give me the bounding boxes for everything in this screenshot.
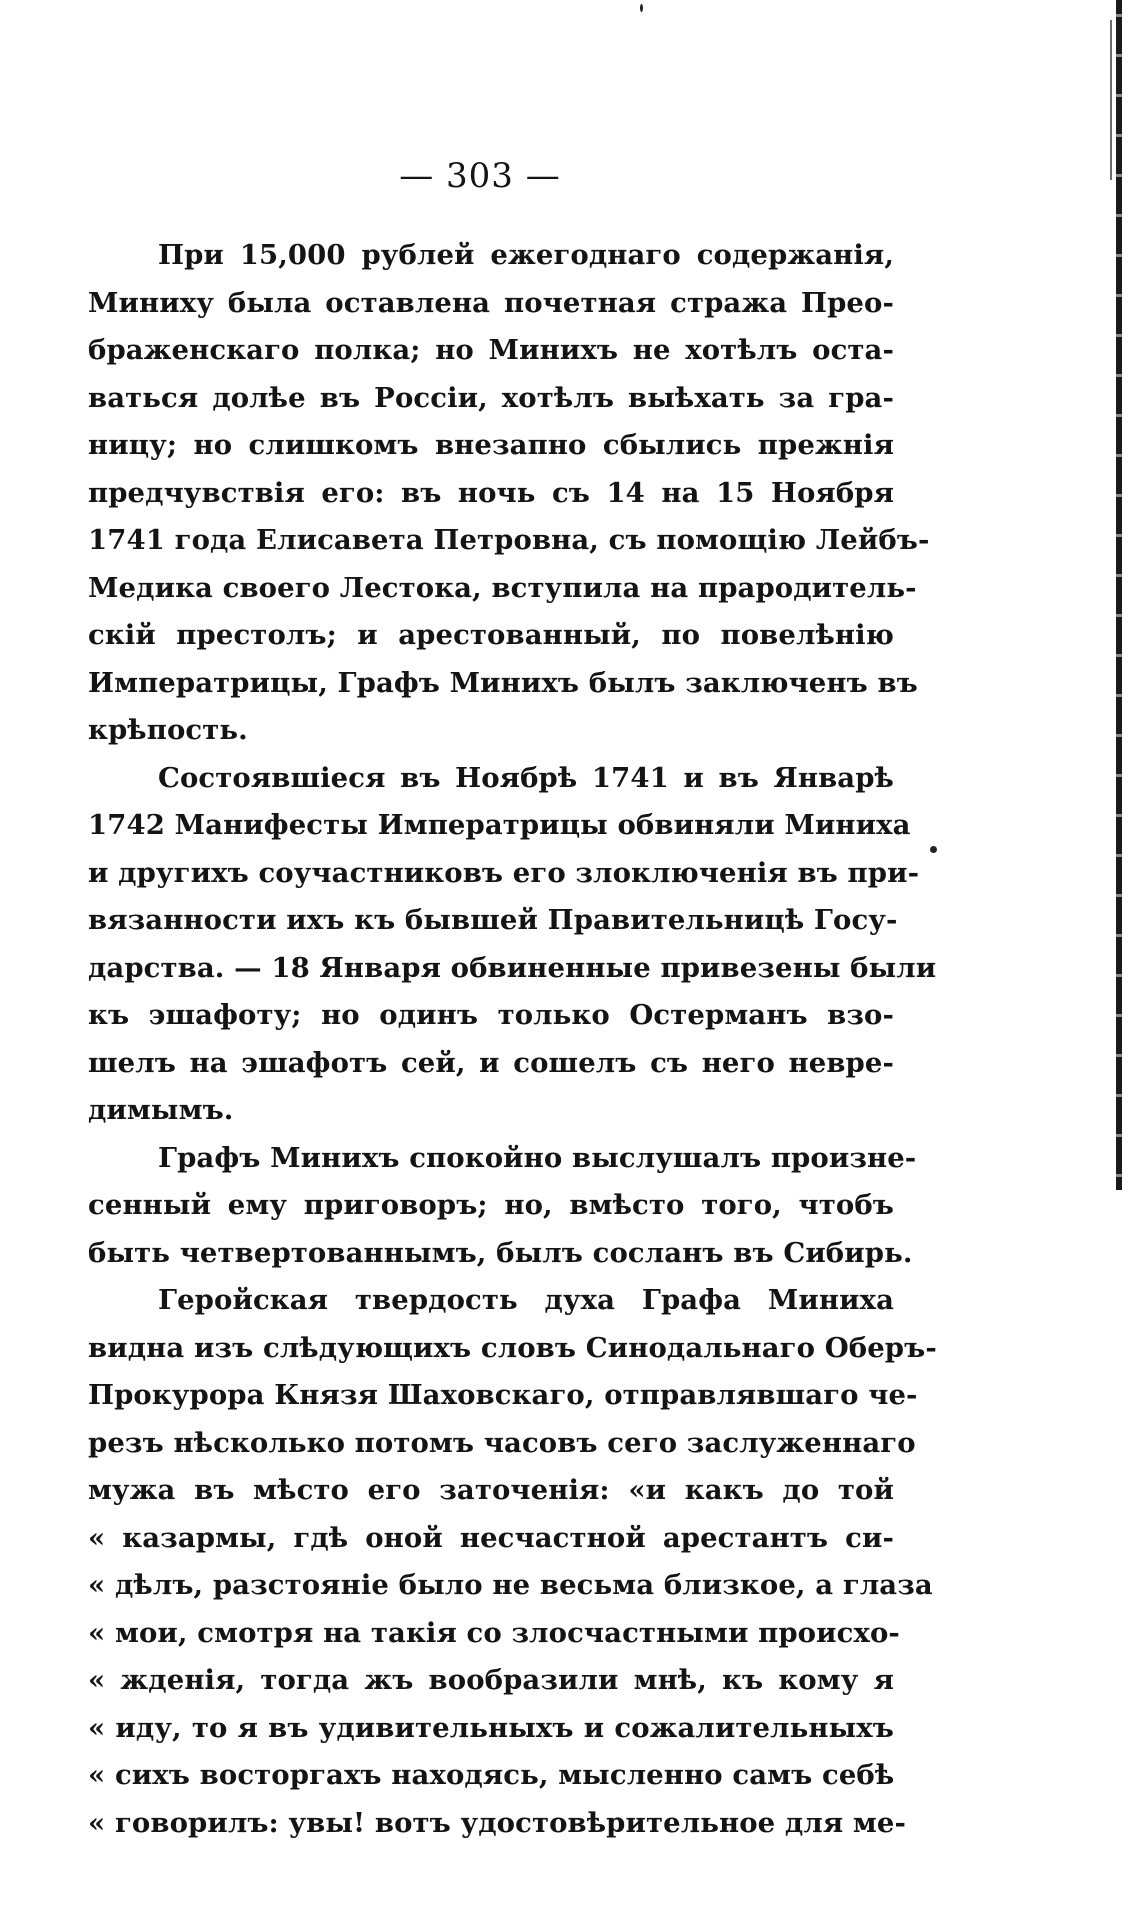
text-line: скій престолъ; и арестованный, по повелѣнію (88, 619, 894, 651)
text-line: Медика своего Лестока, вступила на прародитель- (88, 571, 917, 604)
text-line: предчувствія его: въ ночь съ 14 на 15 Ноября (88, 476, 894, 509)
scan-speck (930, 846, 937, 853)
text-line: вязанности ихъ къ бывшей Правительницѣ Госу- (88, 904, 898, 936)
text-line: резъ нѣсколько потомъ часовъ сего заслуженнаго (88, 1426, 916, 1459)
text-line: и другихъ соучастниковъ его злоключенія въ при- (88, 856, 920, 889)
text-line: Миниху была оставлена почетная стража Прео- (88, 286, 894, 319)
text-line: 1742 Манифесты Императрицы обвиняли Миниха (88, 809, 911, 841)
text-line: « дѣлъ, разстояніе было не весьма близкое, а глаза (88, 1569, 933, 1601)
text-line: быть четвертованнымъ, былъ сосланъ въ Сибирь. (88, 1236, 913, 1269)
text-line: « иду, то я въ удивительныхъ и сожалительныхъ (88, 1711, 894, 1744)
text-line: При 15,000 рублей ежегоднаго содержанія, (158, 239, 894, 271)
text-line: ницу; но слишкомъ внезапно сбылись прежнія (88, 429, 894, 461)
text-line: дарства. — 18 Января обвиненные привезены были (88, 951, 937, 984)
text-line: « говорилъ: увы! вотъ удостовѣрительное для ме- (88, 1806, 907, 1839)
paragraph-2 (88, 755, 937, 1135)
text-line: « сихъ восторгахъ находясь, мысленно самъ себѣ (88, 1759, 895, 1791)
text-line: « казармы, гдѣ оной несчастной арестантъ си- (88, 1521, 894, 1554)
text-line: видна изъ слѣдующихъ словъ Синодальнаго Оберъ- (88, 1331, 937, 1364)
text-line: Императрицы, Графъ Минихъ былъ заключенъ въ (88, 666, 918, 699)
text-line: Графъ Минихъ спокойно выслушалъ произне- (158, 1141, 917, 1174)
text-line: « мои, смотря на такія со злосчастными происхо- (88, 1616, 900, 1649)
body-text (88, 232, 937, 1847)
text-line: мужа въ мѣсто его заточенія: «и какъ до той (88, 1474, 894, 1506)
paragraph-4 (88, 1277, 937, 1847)
text-line: браженскаго полка; но Минихъ не хотѣлъ оста- (88, 334, 894, 366)
paragraph-3 (88, 1135, 917, 1278)
paragraph-1 (88, 232, 930, 755)
scan-edge-line (1110, 20, 1112, 180)
text-line: « жденія, тогда жъ вообразили мнѣ, къ кому я (88, 1664, 894, 1696)
scan-speck (640, 4, 643, 12)
page-number: — 303 — (399, 156, 561, 196)
text-line: димымъ. (88, 1094, 234, 1126)
text-line: крѣпость. (88, 714, 248, 746)
text-line: Состоявшіеся въ Ноябрѣ 1741 и въ Январѣ (158, 761, 894, 794)
text-line: Прокурора Князя Шаховскаго, отправлявшаго че- (88, 1379, 918, 1411)
text-line: Геройская твердость духа Графа Миниха (158, 1284, 894, 1316)
text-line: шелъ на эшафотъ сей, и сошелъ съ него невре- (88, 1046, 894, 1079)
text-line: къ эшафоту; но одинъ только Остерманъ взо- (88, 999, 894, 1031)
text-line: сенный ему приговоръ; но, вмѣсто того, чтобъ (88, 1189, 894, 1221)
text-line: 1741 года Елисавета Петровна, съ помощію Лейбъ- (88, 524, 930, 556)
scan-edge-shadow (1116, 0, 1122, 1190)
text-line: ваться долѣе въ Россіи, хотѣлъ выѣхать за гра- (88, 381, 894, 414)
